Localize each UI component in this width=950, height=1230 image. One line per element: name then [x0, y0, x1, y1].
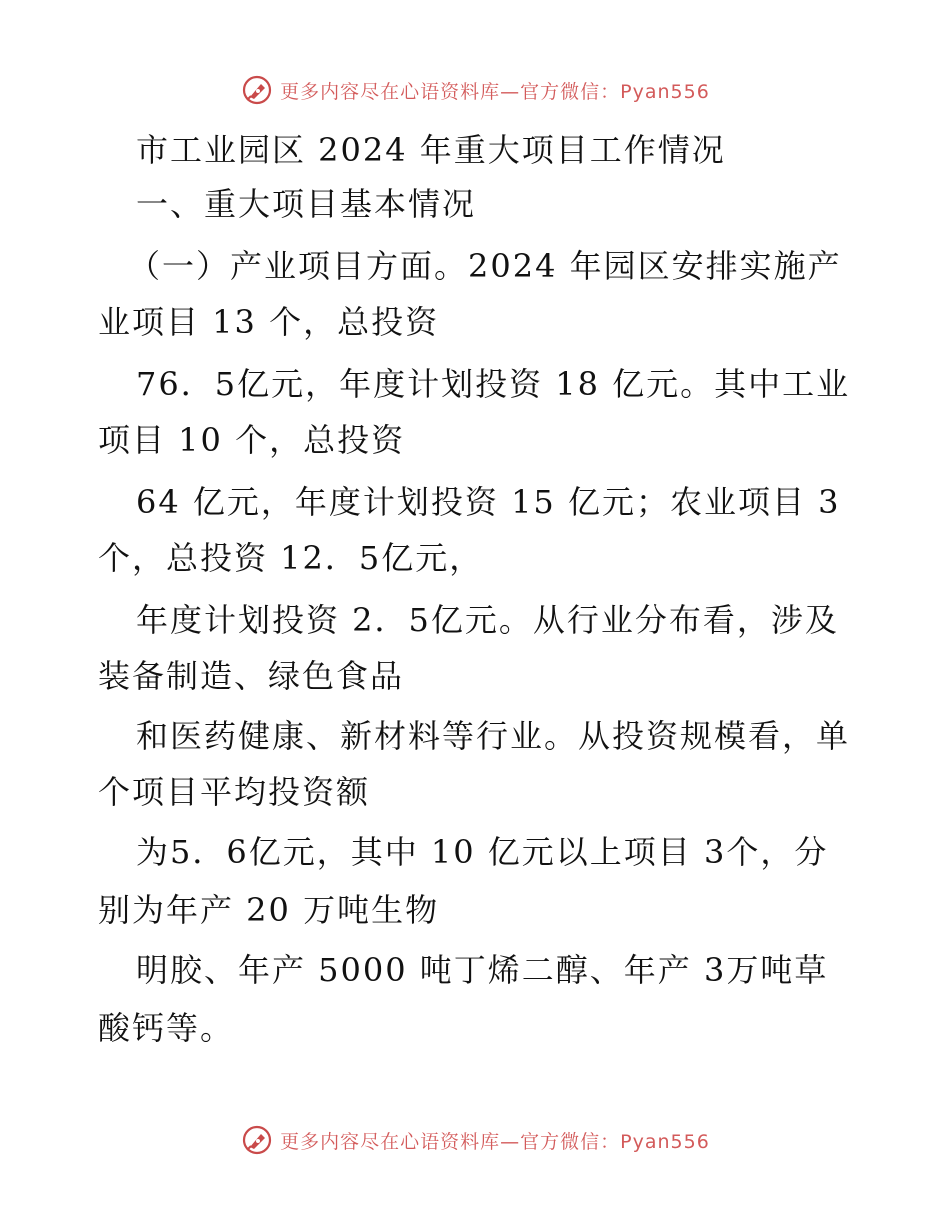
paragraph-line: 业项目 13 个，总投资: [98, 303, 440, 341]
watermark-text: 更多内容尽在心语资料库—官方微信：Pyan556: [280, 80, 710, 103]
paragraph-line: 和医药健康、新材料等行业。从投资规模看，单: [136, 717, 851, 755]
paragraph-line: 项目 10 个，总投资: [98, 421, 406, 459]
paragraph-line: 别为年产 20 万吨生物: [98, 891, 440, 929]
paragraph-line: 64 亿元，年度计划投资 15 亿元；农业项目 3: [136, 483, 841, 521]
paragraph-line: 为5．6亿元，其中 10 亿元以上项目 3个，分: [136, 833, 829, 871]
paragraph-line: 酸钙等。: [98, 1009, 235, 1047]
pen-nib-seal-icon: [240, 73, 274, 107]
paragraph-line: 年度计划投资 2．5亿元。从行业分布看，涉及: [136, 601, 839, 639]
document-title: 市工业园区 2024 年重大项目工作情况: [136, 131, 726, 169]
paragraph-line: 明胶、年产 5000 吨丁烯二醇、年产 3万吨草: [136, 951, 829, 989]
header-watermark: [0, 70, 950, 110]
watermark-text: 更多内容尽在心语资料库—官方微信：Pyan556: [280, 1130, 710, 1153]
paragraph-line: （一）产业项目方面。2024 年园区安排实施产: [128, 247, 842, 285]
paragraph-line: 个，总投资 12．5亿元，: [98, 539, 484, 577]
paragraph-line: 个项目平均投资额: [98, 773, 371, 811]
paragraph-line: 76．5亿元，年度计划投资 18 亿元。其中工业: [136, 365, 851, 403]
paragraph-line: 装备制造、绿色食品: [98, 657, 405, 695]
pen-nib-seal-icon: [240, 1123, 274, 1157]
footer-watermark: [0, 1120, 950, 1160]
section-heading: 一、重大项目基本情况: [136, 185, 477, 223]
